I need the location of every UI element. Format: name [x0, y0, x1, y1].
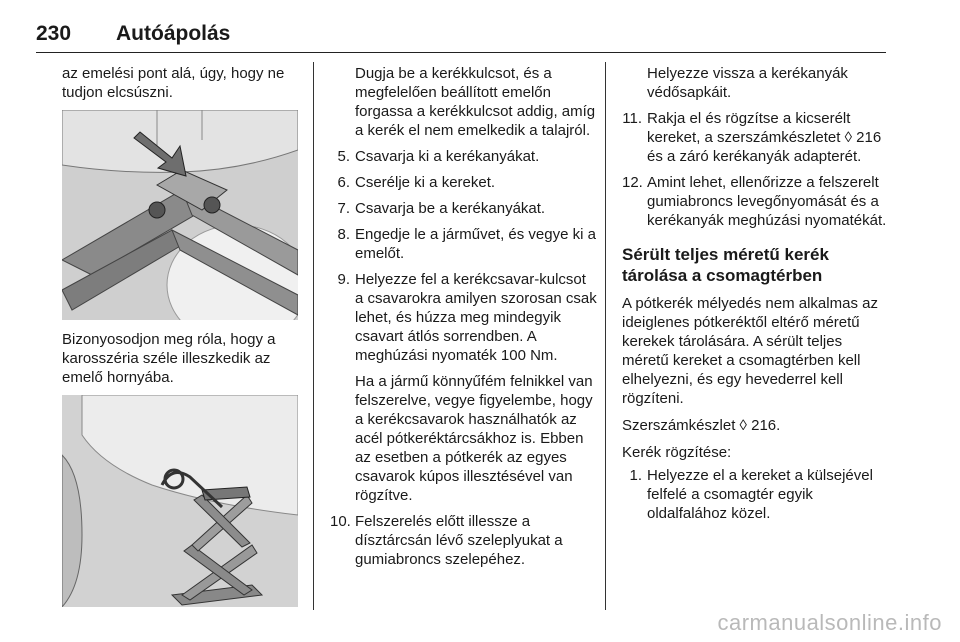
column-3 [622, 64, 892, 530]
list-item [622, 173, 892, 230]
step-text: Felszerelés előtt illessze a dísztárcsán lévő szeleplyukat a gumiabroncs szelepéhez. [355, 513, 563, 568]
intro-text: az emelési pont alá, úgy, hogy ne tudjon elcsúszni. [62, 65, 285, 101]
page-header [36, 22, 886, 53]
step-number: 9. [337, 271, 350, 288]
step-number: 12. [622, 174, 643, 191]
list-item [330, 199, 598, 218]
step-number: 11. [622, 110, 642, 127]
watermark: carmanualsonline.info [717, 610, 942, 635]
column-1 [62, 64, 302, 617]
column-2 [330, 64, 598, 576]
step-text: Amint lehet, ellenőrizze a felszerelt gumiabroncs levegőnyomását és a kerékanyák meghúzási nyomatékát. [647, 174, 887, 229]
jack-closeup-illustration [62, 110, 298, 320]
step-text: Csavarja be a kerékanyákat. [355, 200, 546, 217]
step-text: Cserélje ki a kereket. [355, 174, 496, 191]
step-number: 5. [337, 148, 350, 165]
step-text: Rakja el és rögzítse a kicserélt kereket, a szerszámkészletet ◊ 216 és a záró kerékanyák adapterét. [647, 110, 882, 165]
intro-text: Dugja be a kerékkulcsot, és a megfelelően beállított emelőn forgassa a kerékkulcsot addig, amíg a kerék el nem emelkedik a talajról. [355, 65, 596, 139]
list-item [330, 512, 598, 569]
list-item [622, 466, 892, 523]
step-number: 1. [629, 467, 642, 484]
subsection-heading: Sérült teljes méretű kerék tárolása a csomagtérben [622, 245, 829, 285]
list-item [330, 147, 598, 166]
step-number: 7. [337, 200, 350, 217]
column-divider [605, 62, 606, 610]
section-title: Autóápolás [116, 22, 231, 45]
step-text: Helyezze el a kereket a külsejével felfelé a csomagtér egyik oldalfalához közel. [647, 467, 873, 522]
cross-reference: Szerszámkészlet ◊ 216. [622, 417, 781, 434]
list-item [330, 225, 598, 263]
page-number: 230 [36, 22, 72, 45]
jack-closeup-figure [62, 110, 298, 320]
continued-text: Helyezze vissza a kerékanyák védősapkáit. [647, 65, 848, 101]
step-number: 6. [337, 174, 350, 191]
step-text: Helyezze fel a kerékcsavar-kulcsot a csavarokra amilyen szorosan csak lehet, és húzza meg mindegyik csavart átlós sorrendben. A meghúzási nyomaték 100 Nm. [355, 271, 597, 364]
jack-position-illustration [62, 395, 298, 607]
step-text: Engedje le a járművet, és vegye ki a emelőt. [355, 226, 596, 262]
body-paragraph: Kerék rögzítése: [622, 444, 732, 461]
step-note: Ha a jármű könnyűfém felnikkel van felszerelve, vegye figyelembe, hogy a kerékcsavarok használhatók az acél pótkeréktárcsákhoz is. Ebben az esetben a pótkerék az egyes csavarok kúpos illesztésével van rögzítve. [355, 373, 593, 504]
step-number: 10. [330, 513, 351, 530]
list-item [622, 109, 892, 166]
list-item [330, 270, 598, 365]
column-divider [313, 62, 314, 610]
body-paragraph: A pótkerék mélyedés nem alkalmas az ideiglenes pótkeréktől eltérő méretű kerekek tárolására. A sérült teljes méretű kereket a csomagtérben kell elhelyezni, és egy hevederrel kell rögzíteni. [622, 295, 878, 407]
figure1-caption: Bizonyosodjon meg róla, hogy a karosszéria széle illeszkedik az emelő hornyába. [62, 331, 276, 386]
step-number: 8. [337, 226, 350, 243]
step-text: Csavarja ki a kerékanyákat. [355, 148, 540, 165]
list-item [330, 173, 598, 192]
jack-position-figure [62, 395, 298, 607]
